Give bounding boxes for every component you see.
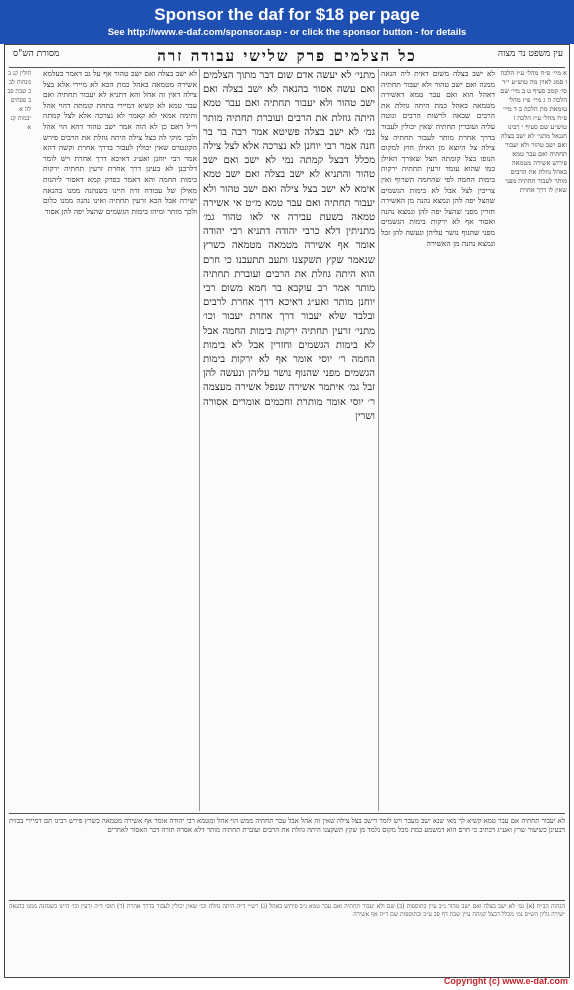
margin-references-right: א מיי׳ פ״ח מהל׳ ע״ז הלכה ו סמג לאוין מה טוש״ע י״ד סי׳ קמב סעיף ט ב מיי׳ שם הלכה ה ג מיי׳ פ״ז מהל׳ טומאת מת הלכה ב ד מיי׳ פ״ח מהל׳ ע״ז הלכה ז טוש״ע שם סעיף י רבינו חננאל מתני׳ לא ישב בצלה ואם ישב טהור ולא יעבור תחתיה ואם עבר טמא פירוש אשירה מטמאה באהל גוזלת את הרבים מותר לעבור תחתיה מפני שאין לו דרך אחרת <box>500 69 567 194</box>
margin-references-left: חולין קנ ב מנחות לב ב שבת פב ב פסחים לה א יבמות קג א <box>7 70 31 131</box>
rashi-column: לא ישב בצלה משום דאית ליה הנאה ממנה ואם ישב טהור ולא יעבור תחתיה דאהל הוא ואם עבר טמא דאשירה מטמאה באהל כמת היתה גוזלת את הרבים שבאה לרשות הרבים ונוטה עליה ועוברין תחתיה שאין יכולין לעבור בדרך אחרת מותר לעבור תחתיה צל צילה צל היוצא מן האילן חוץ למקום הנופו בצל קומתה הצל שאורך האילן כמו שהוא עומד זרעין תחתיה ירקות בימות החמה לפי שהחמה תשרוף ואין צריכין לצל אבל לא בימות הגשמים שהצל יפה להן ונמצא נהנה מן האשירה חזרין מפני שהצל יפה להן ונמצא נהנה ואסור אף לא ירקות בימות הגשמים מפני שהנוף נושר עליהן ונעשה להן זבל ונמצא נהנה מן האשירה <box>381 69 495 248</box>
sponsor-banner[interactable] <box>0 0 574 44</box>
bottom-commentary: לא יעבור תחתיה אם עבר טמא קשיא לך מאי שנא ישב מעבר ויש לומר דישב בצל צילה שאין זה אהל אבל עבר תחתיה ממש הוי אהל ומטמא רבי יהודה אומר אף אשירה מטמאה כשרץ פירש רבינו תם דמיירי בכזית דבעינן כשיעור שרץ ואע״ג דכתיב כי חרם הוא דמשמע כמת מכל מקום נלמד מן שקץ תשקצנו היתה גוזלת את הרבים ועוברת תחתיה מותר דלא אסרה תורה דבר האסור לאחרים <box>9 817 565 835</box>
sponsor-subtitle[interactable]: See http://www.e-daf.com/sponsor.asp - or click the sponsor button - for details <box>107 27 467 38</box>
bottom-rule <box>9 813 565 814</box>
page-title: כל הצלמים פרק שלישי עבודה זרה <box>157 47 417 65</box>
column-divider <box>378 69 379 811</box>
column-divider <box>199 69 200 811</box>
page-header <box>5 45 569 67</box>
tosafot-column: לא ישב בצלה ואם ישב טהור אף על גב דאמר בעלמא אשירה מטמאה באהל כמת הכא לא מיירי אלא בצל צילה דאין זה אהל והא דתניא לא יעבור תחתיה ואם עבר טמא לא קשיא דמיירי בתחת קומתה דהוי אהל ותימה אמאי לא קאמר לא נצרכה אלא לצל קמתה וי״ל דאם כן לא הוה אמר ישב טהור דהא הוי אהל ולכך מוקי לה בצל צילה היתה גוזלת את הרבים פירש הקונטרס שאין יכולין לעבור בדרך אחרת וקשה דהא אמר רבי יוחנן ואע״ג דאיכא דרך אחרת ויש לומר דלרבנן לא בעינן דרך אחרת זרעין תחתיה ירקות בימות החמה והא דאמר בפרק קמא דאסור ליהנות מאילן של עבודה זרה היינו כשנהנה ממנו בהנאה ישירה אבל הכא זרעין תחתיה ואינו נהנה ממנו כלום ולכך מותר ומיהו בימות הגשמים שהצל יפה להן אסור <box>43 69 197 216</box>
sponsor-title[interactable]: Sponsor the daf for $18 per page <box>154 5 420 24</box>
copyright-link[interactable]: Copyright (c) www.e-daf.com <box>443 976 568 986</box>
mesoret-hashas-heading: מסורת הש"ס <box>13 49 60 59</box>
header-rule <box>9 67 565 68</box>
footnote-rule <box>9 900 565 901</box>
talmud-page <box>4 44 570 978</box>
footnotes: הגהות הב״ח (א) גמ׳ לא ישב בצלה ואם ישב טהור נ״ב עיין בתוספות (ב) שם ולא יעבור תחתיה ואם עבר טמא נ״ב פירוש באהל (ג) רש״י ד״ה היתה גוזלת וכו׳ שאין יכולין לעבור בדרך אחרת (ד) תוס׳ ד״ה זרעין וכו׳ היינו כשנהנה ממנו בהנאה ישירה גליון הש״ס גמ׳ מכלל דבצל קמתה עיין שבת דף פב ע״ב ובתוספות שם ד״ה אף אשירה <box>9 903 565 919</box>
gemara-main-text: מתני׳ לא יעשה אדם שום דבר מתוך הצלמים ואם עשה אסור בהנאה לא ישב בצלה ואם ישב טהור ולא יעבור תחתיה ואם עבר טמא היתה גוזלת את הרבים ועוברת תחתיה מותר גמ׳ לא ישב בצלה פשיטא אמר רבה בר בר חנה אמר רבי יוחנן לא נצרכה אלא לצל צילה מכלל דבצל קמתה נמי לא ישב ואם ישב טהור והתניא לא ישב בצלה ואם ישב טמא אימא לא ישב בצל צילה ואם ישב טהור ולא יעבור תחתיה ואם עבר טמא מ״ט אי אשירה טמאה בשעת עבירה אי לאו טהור גמ׳ מתניתין דלא כרבי יהודה דתניא רבי יהודה אומר אף אשירה מטמאה מטמאה כשרץ שנאמר שקץ תשקצנו ותעב תתעבנו כי חרם הוא היתה גוזלת את הרבים ועוברת תחתיה מותר אמר רב עוקבא בר חמא משום רבי יוחנן מותר ואע״ג דאיכא דרך אחרת לרבים ובלבד שלא יעבור דרך אחרת יעבור וכו׳ מתני׳ זרעין תחתיה ירקות בימות החמה אבל לא בימות הגשמים וחזרין אבל לא בימות החמה ר׳ יוסי אומר אף לא ירקות בימות הגשמים מפני שהנוף נושר עליהן ונעשה להן זבל גמ׳ איתמר אשירה שנפל אשירה מעצמה ר׳ יוסי אומר מותרת וחכמים אומרים אסורה ושרין <box>203 70 375 422</box>
ein-mishpat-heading: עין משפט נר מצוה <box>497 49 563 59</box>
